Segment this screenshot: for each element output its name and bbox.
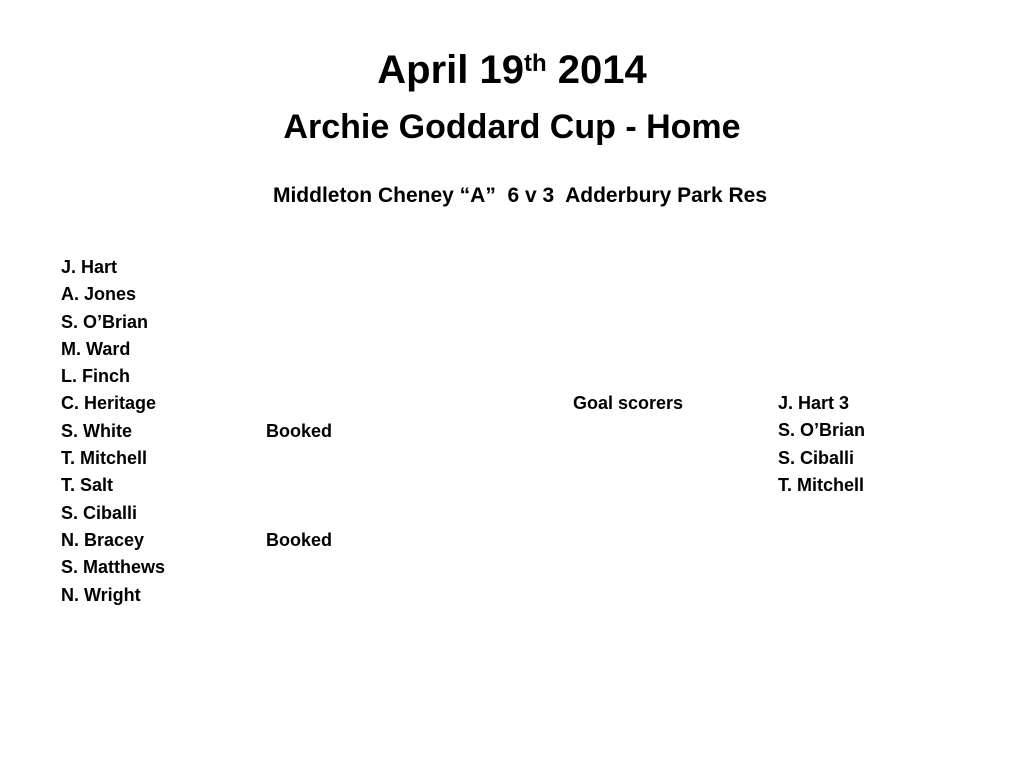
slide-subtitle: Archie Goddard Cup - Home bbox=[283, 108, 741, 146]
team-sheet bbox=[61, 254, 165, 609]
player-10: S. Ciballi bbox=[61, 502, 138, 523]
goal-scorers-list bbox=[778, 390, 865, 499]
player-6: C. Heritage bbox=[61, 393, 157, 414]
player-5: L. Finch bbox=[61, 366, 130, 387]
scorer-4: T. Mitchell bbox=[778, 474, 865, 495]
player-4: M. Ward bbox=[61, 338, 131, 359]
scorer-2: S. O’Brian bbox=[778, 420, 866, 441]
booking-note-bracey: Booked bbox=[266, 530, 333, 550]
player-7: S. White bbox=[61, 420, 132, 441]
player-2: A. Jones bbox=[61, 284, 137, 305]
player-13: N. Wright bbox=[61, 584, 141, 605]
slide-title-date bbox=[0, 44, 1024, 96]
player-11: N. Bracey bbox=[61, 529, 145, 550]
player-9: T. Salt bbox=[61, 475, 114, 496]
player-12: S. Matthews bbox=[61, 557, 166, 578]
scorer-3: S. Ciballi bbox=[778, 447, 855, 468]
booking-note-white: Booked bbox=[266, 421, 333, 441]
player-8: T. Mitchell bbox=[61, 448, 148, 469]
date-main: April 19 bbox=[377, 48, 524, 92]
date-suffix: th bbox=[523, 49, 547, 77]
player-3: S. O’Brian bbox=[61, 311, 149, 332]
scorer-1: J. Hart 3 bbox=[778, 393, 850, 413]
player-1: J. Hart bbox=[61, 257, 118, 277]
date-year: 2014 bbox=[546, 48, 647, 92]
match-result: Middleton Cheney “A” 6 v 3 Adderbury Park Res bbox=[272, 184, 767, 207]
goal-scorers-label: Goal scorers bbox=[573, 393, 684, 413]
